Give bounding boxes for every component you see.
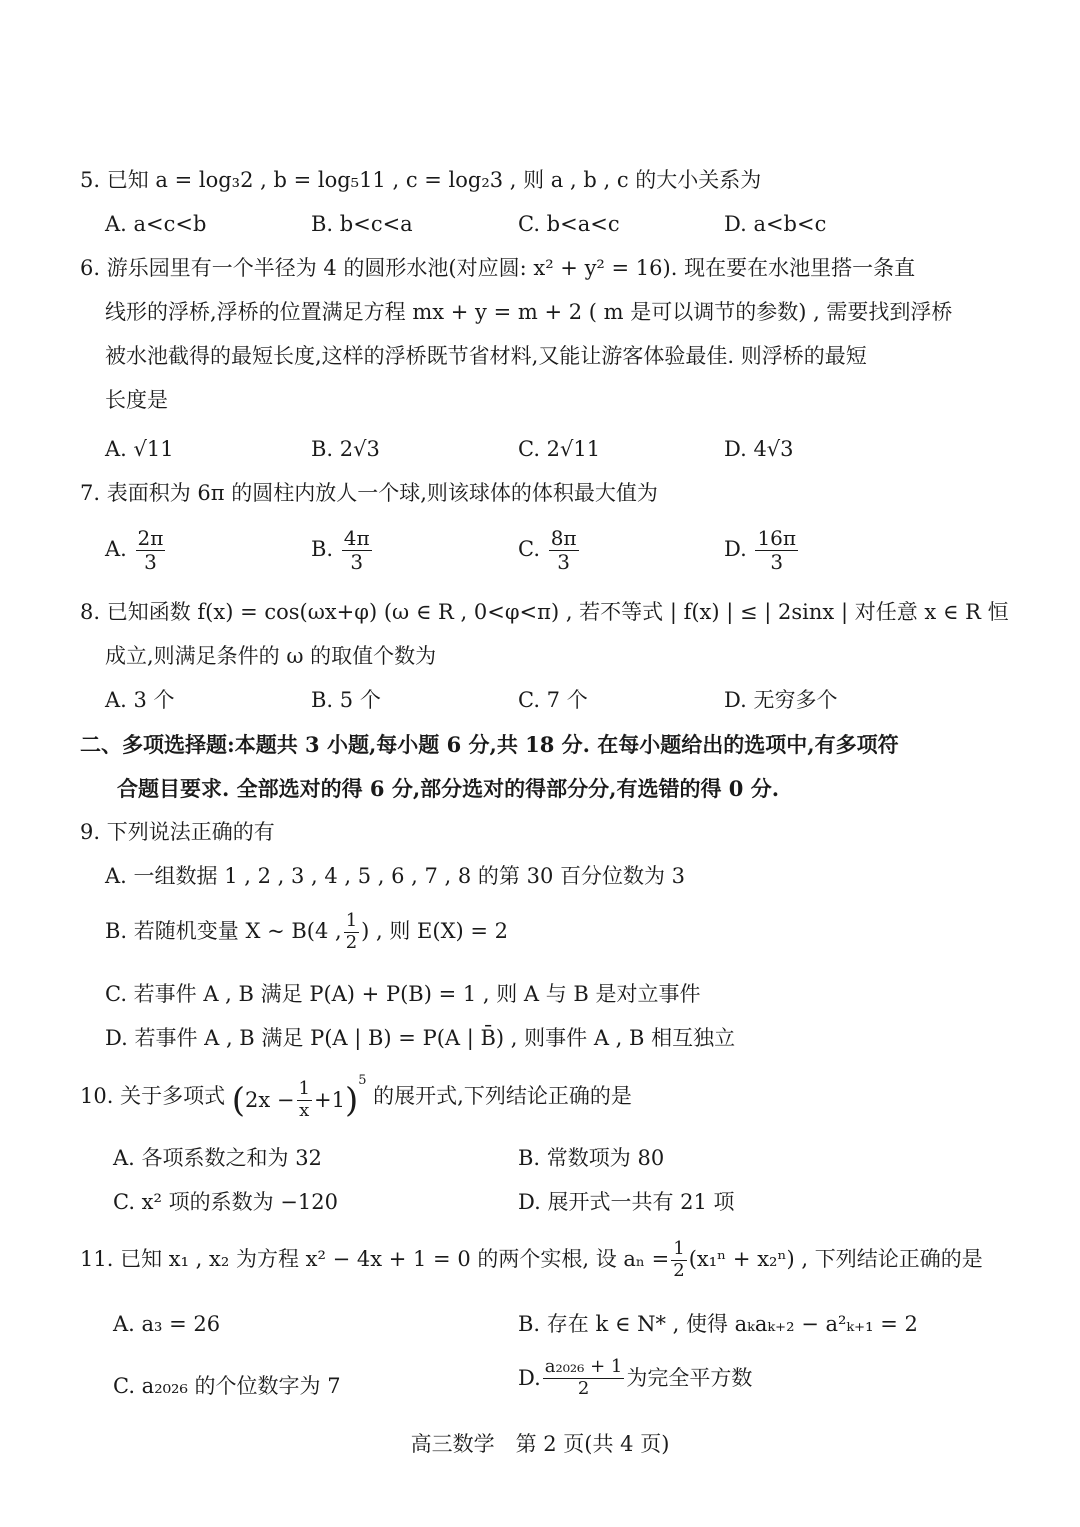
q10-left-paren: ( bbox=[231, 1080, 246, 1121]
q7-option-c-label: C. bbox=[518, 537, 540, 561]
q9-option-b-suffix: ) , 则 E(X) = 2 bbox=[361, 918, 509, 943]
q9-option-d: D. 若事件 A , B 满足 P(A | B) = P(A | B̄) , 则事件 A , B 相互独立 bbox=[105, 1026, 736, 1050]
q6-options bbox=[0, 439, 1080, 479]
q10-stem-suffix: 的展开式,下列结论正确的是 bbox=[373, 1083, 632, 1108]
q9-option-b bbox=[105, 912, 508, 953]
q11-options-row-2 bbox=[0, 1356, 1080, 1412]
q10-stem bbox=[80, 1074, 632, 1121]
q7-option-a-denominator: 3 bbox=[144, 550, 157, 574]
q5-options bbox=[0, 214, 1080, 254]
q8-option-d: D. 无穷多个 bbox=[724, 688, 838, 712]
q9-option-b-prefix: B. 若随机变量 X ~ B(4 , bbox=[105, 918, 342, 943]
q8-stem-line-1: 8. 已知函数 f(x) = cos(ωx+φ) (ω ∈ R , 0<φ<π) , 若不等式 | f(x) | ≤ | 2sinx | 对任意 x ∈ R 恒 bbox=[80, 600, 1009, 624]
q7-option-d-fraction bbox=[755, 528, 798, 573]
q10-options-row-2 bbox=[0, 1192, 1080, 1232]
q11-stem-prefix: 11. 已知 x₁ , x₂ 为方程 x² − 4x + 1 = 0 的两个实根, 设 aₙ = bbox=[80, 1246, 670, 1271]
q9-option-b-denominator: 2 bbox=[345, 931, 358, 953]
q11-numerator: 1 bbox=[673, 1238, 685, 1259]
q11-stem bbox=[80, 1240, 983, 1281]
q5-option-b: B. b<c<a bbox=[311, 212, 413, 236]
q8-stem-line-2: 成立,则满足条件的 ω 的取值个数为 bbox=[105, 644, 437, 668]
q5-option-c: C. b<a<c bbox=[518, 212, 620, 236]
section-2-heading-line-1: 二、多项选择题:本题共 3 小题,每小题 6 分,共 18 分. 在每小题给出的选项中,有多项符 bbox=[80, 732, 899, 757]
q11-option-d bbox=[518, 1358, 752, 1399]
q6-stem-line-3: 被水池截得的最短长度,这样的浮桥既节省材料,又能让游客体验最佳. 则浮桥的最短 bbox=[105, 344, 867, 368]
q5-option-a: A. a<c<b bbox=[105, 212, 207, 236]
q11-options-row-1 bbox=[0, 1314, 1080, 1354]
q7-option-a-numerator: 2π bbox=[137, 526, 164, 550]
q6-option-b: B. 2√3 bbox=[311, 437, 380, 461]
q7-option-b bbox=[311, 528, 374, 573]
q6-stem-line-4: 长度是 bbox=[105, 388, 168, 412]
q6-option-a: A. √11 bbox=[105, 437, 174, 461]
q7-option-b-denominator: 3 bbox=[350, 550, 364, 574]
q11-option-d-fraction bbox=[543, 1358, 625, 1399]
q11-option-d-label: D. bbox=[518, 1365, 541, 1390]
q11-fraction bbox=[671, 1240, 686, 1281]
q9-option-b-numerator: 1 bbox=[345, 910, 358, 931]
q10-polynomial bbox=[232, 1074, 367, 1121]
q9-stem: 9. 下列说法正确的有 bbox=[80, 820, 275, 844]
q7-option-d-label: D. bbox=[724, 537, 747, 561]
q11-stem-suffix: (x₁ⁿ + x₂ⁿ) , 下列结论正确的是 bbox=[688, 1246, 983, 1271]
q11-option-a: A. a₃ = 26 bbox=[113, 1312, 221, 1336]
q10-option-a: A. 各项系数之和为 32 bbox=[113, 1146, 322, 1170]
q7-option-b-numerator: 4π bbox=[343, 526, 370, 550]
section-2-heading-line-2: 合题目要求. 全部选对的得 6 分,部分选对的得部分分,有选错的得 0 分. bbox=[117, 776, 780, 801]
q7-option-b-label: B. bbox=[311, 537, 334, 561]
q10-expr-b: +1 bbox=[313, 1088, 345, 1112]
q8-option-b: B. 5 个 bbox=[311, 688, 381, 712]
q10-option-d: D. 展开式一共有 21 项 bbox=[518, 1190, 735, 1214]
q11-option-d-numerator: a₂₀₂₆ + 1 bbox=[544, 1356, 623, 1377]
q10-exponent: 5 bbox=[358, 1073, 367, 1088]
q7-option-c-denominator: 3 bbox=[557, 550, 570, 574]
q10-option-b: B. 常数项为 80 bbox=[518, 1146, 665, 1170]
q6-stem-line-2: 线形的浮桥,浮桥的位置满足方程 mx + y = m + 2 ( m 是可以调节的参数) , 需要找到浮桥 bbox=[105, 300, 953, 324]
q11-option-d-denominator: 2 bbox=[577, 1377, 590, 1399]
q10-option-c: C. x² 项的系数为 −120 bbox=[113, 1190, 338, 1214]
q7-option-d-denominator: 3 bbox=[770, 550, 784, 574]
q6-option-c: C. 2√11 bbox=[518, 437, 601, 461]
q10-fraction bbox=[297, 1080, 312, 1121]
q7-options bbox=[0, 528, 1080, 580]
q6-option-d: D. 4√3 bbox=[724, 437, 794, 461]
q9-option-c: C. 若事件 A , B 满足 P(A) + P(B) = 1 , 则 A 与 B 是对立事件 bbox=[105, 982, 701, 1006]
q7-option-a bbox=[105, 528, 167, 573]
page-footer: 高三数学 第 2 页(共 4 页) bbox=[410, 1432, 670, 1456]
q8-option-a: A. 3 个 bbox=[105, 688, 175, 712]
q9-option-a: A. 一组数据 1 , 2 , 3 , 4 , 5 , 6 , 7 , 8 的第 30 百分位数为 3 bbox=[105, 864, 686, 888]
q7-option-a-fraction bbox=[136, 528, 166, 573]
q7-stem: 7. 表面积为 6π 的圆柱内放人一个球,则该球体的体积最大值为 bbox=[80, 481, 658, 505]
q10-stem-prefix: 10. 关于多项式 bbox=[80, 1083, 226, 1108]
q7-option-a-label: A. bbox=[105, 537, 127, 561]
q7-option-b-fraction bbox=[342, 528, 372, 573]
q10-right-paren: ) bbox=[344, 1080, 359, 1121]
q11-option-c: C. a₂₀₂₆ 的个位数字为 7 bbox=[113, 1374, 341, 1398]
q10-denominator: x bbox=[299, 1100, 310, 1121]
q10-numerator: 1 bbox=[298, 1078, 310, 1100]
q11-option-d-suffix: 为完全平方数 bbox=[626, 1365, 753, 1390]
q7-option-c bbox=[518, 528, 581, 573]
q10-options-row-1 bbox=[0, 1148, 1080, 1188]
q5-option-d: D. a<b<c bbox=[724, 212, 827, 236]
q6-stem-line-1: 6. 游乐园里有一个半径为 4 的圆形水池(对应圆: x² + y² = 16). 现在要在水池里搭一条直 bbox=[80, 256, 916, 280]
q11-option-b: B. 存在 k ∈ N* , 使得 aₖaₖ₊₂ − a²ₖ₊₁ = 2 bbox=[518, 1312, 918, 1336]
q7-option-d bbox=[724, 528, 800, 573]
q5-stem: 5. 已知 a = log₃2 , b = log₅11 , c = log₂3 , 则 a , b , c 的大小关系为 bbox=[80, 168, 762, 192]
q7-option-c-fraction bbox=[549, 528, 579, 573]
q7-option-d-numerator: 16π bbox=[757, 526, 797, 550]
q7-option-c-numerator: 8π bbox=[550, 526, 577, 550]
q9-option-b-fraction bbox=[344, 912, 359, 953]
q10-expr-a: 2x − bbox=[245, 1088, 295, 1112]
q8-options bbox=[0, 690, 1080, 730]
q11-denominator: 2 bbox=[673, 1259, 685, 1281]
q8-option-c: C. 7 个 bbox=[518, 688, 588, 712]
